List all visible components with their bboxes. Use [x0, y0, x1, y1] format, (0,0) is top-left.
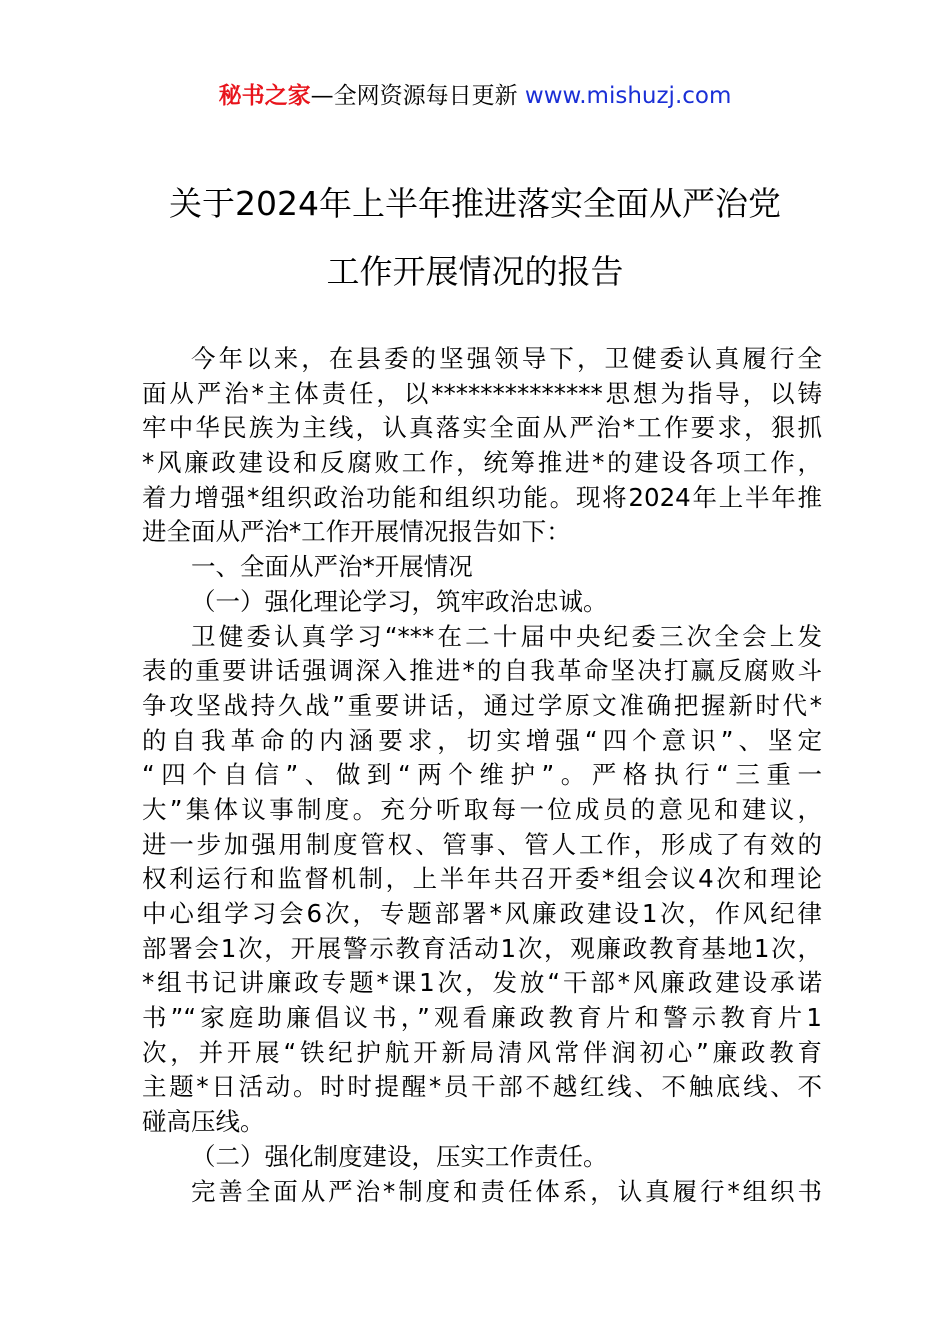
- body-line: 主题*日活动。时时提醒*员干部不越红线、不触底线、不: [142, 1072, 822, 1102]
- banner-url[interactable]: www.mishuzj.com: [524, 83, 732, 109]
- subsection-heading: （二）强化制度建设，压实工作责任。: [191, 1141, 608, 1171]
- site-banner: [0, 80, 950, 112]
- body-line: 书”“家庭助廉倡议书，”观看廉政教育片和警示教育片1: [142, 1003, 822, 1033]
- body-line: 中心组学习会6次，专题部署*风廉政建设1次，作风纪律: [142, 899, 822, 928]
- body-line: 今年以来，在县委的坚强领导下，卫健委认真履行全: [191, 344, 822, 373]
- body-line: 完善全面从严治*制度和责任体系，认真履行*组织书: [191, 1176, 822, 1206]
- document-title-line-2: 工作开展情况的报告: [326, 252, 624, 291]
- document-title-line-1: 关于2024年上半年推进落实全面从严治党: [169, 184, 781, 223]
- banner-brand: 秘书之家: [218, 83, 311, 109]
- body-line: 部署会1次，开展警示教育活动1次，观廉政教育基地1次，: [142, 933, 822, 963]
- body-line: 面从严治*主体责任，以**************思想为指导，以铸: [142, 378, 822, 408]
- body-line: 着力增强*组织政治功能和组织功能。现将2024年上半年推: [142, 482, 822, 512]
- body-line: “四个自信”、做到“两个维护”。严格执行“三重一: [142, 760, 822, 790]
- banner-tagline: —全网资源每日更新: [310, 83, 518, 109]
- body-line: 卫健委认真学习“***在二十届中央纪委三次全会上发: [191, 621, 822, 651]
- body-line: 表的重要讲话强调深入推进*的自我革命坚决打赢反腐败斗: [142, 656, 822, 686]
- body-line: 权利运行和监督机制，上半年共召开委*组会议4次和理论: [142, 864, 822, 894]
- body-line: *风廉政建设和反腐败工作，统筹推进*的建设各项工作，: [142, 448, 822, 478]
- body-line: 进一步加强用制度管权、管事、管人工作，形成了有效的: [142, 829, 822, 859]
- body-line: 进全面从严治*工作开展情况报告如下：: [142, 517, 571, 547]
- section-heading: 一、全面从严治*开展情况: [191, 552, 473, 582]
- body-line: 牢中华民族为主线，认真落实全面从严治*工作要求，狠抓: [142, 413, 822, 443]
- body-line: 大”集体议事制度。充分听取每一位成员的意见和建议，: [142, 794, 822, 824]
- body-line: 碰高压线。: [142, 1107, 265, 1137]
- document-body: [142, 342, 822, 1209]
- body-line: 的自我革命的内涵要求，切实增强“四个意识”、坚定: [142, 725, 822, 755]
- body-line: 次，并开展“铁纪护航开新局清风常伴润初心”廉政教育: [142, 1037, 822, 1067]
- subsection-heading: （一）强化理论学习，筑牢政治忠诚。: [191, 586, 608, 616]
- body-line: 争攻坚战持久战”重要讲话，通过学原文准确把握新时代*: [142, 690, 822, 720]
- body-line: *组书记讲廉政专题*课1次，发放“干部*风廉政建设承诺: [142, 968, 822, 998]
